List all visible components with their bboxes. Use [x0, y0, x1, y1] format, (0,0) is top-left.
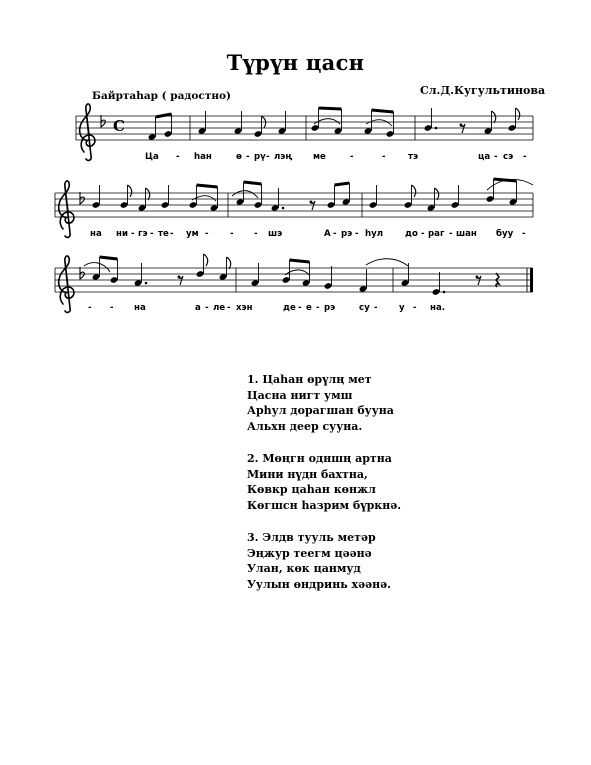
lyric-syllable: а	[195, 303, 201, 313]
lyric-hyphen: -	[374, 303, 378, 313]
lyric-syllable: ө	[236, 152, 242, 162]
verses-block	[247, 372, 401, 609]
lyric-hyphen: -	[298, 303, 302, 313]
lyric-syllable: ле	[213, 303, 226, 313]
lyric-hyphen: -	[494, 152, 498, 162]
lyrics-row-2	[90, 228, 526, 239]
treble-clef-icon	[59, 256, 74, 313]
verse-line: Альхн деер сууна.	[247, 419, 363, 433]
lyric-hyphen: -	[413, 303, 417, 313]
verse-1	[247, 372, 401, 434]
verse-2	[247, 451, 401, 513]
verse-line: Көвкр цаһан көнжл	[247, 483, 376, 496]
lyric-syllable: на.	[430, 303, 446, 313]
lyric-hyphen: -	[350, 152, 354, 162]
verse-line: 2. Мөңгн одншң артна	[247, 452, 392, 465]
lyrics-row-3	[88, 303, 445, 313]
lyric-hyphen: -	[170, 229, 174, 239]
verse-line: Цасна нигт умш	[247, 388, 353, 402]
song-title: Түрүн цасн	[226, 50, 365, 75]
lyric-syllable: һан	[194, 152, 212, 162]
verse-line: Көгшсн һазрим бүркнә.	[247, 498, 402, 512]
lyric-syllable: ни	[116, 229, 128, 239]
lyric-syllable: те	[158, 229, 169, 239]
lyric-syllable: шан	[456, 229, 477, 239]
lyric-syllable: е	[306, 303, 312, 313]
flat-icon	[80, 267, 84, 279]
lyrics-row-1	[145, 152, 527, 162]
lyric-syllable: на	[134, 303, 146, 313]
staff-2	[55, 179, 533, 239]
lyric-syllable: рэ	[324, 303, 336, 313]
lyric-syllable: А	[324, 229, 331, 239]
verse-line: Улан, көк цанмуд	[247, 562, 361, 575]
treble-clef-icon	[59, 181, 74, 238]
tempo-marking: Байртаһар ( радостно)	[92, 90, 231, 102]
lyric-hyphen: -	[382, 152, 386, 162]
staff-1	[76, 104, 533, 162]
lyric-hyphen: -	[355, 229, 359, 239]
lyric-syllable: на	[90, 229, 102, 239]
verse-line: 1. Цаһан өрүлң мет	[247, 373, 372, 386]
verse-line: Эңжур теегм цәәнә	[247, 546, 372, 560]
lyric-syllable: до	[405, 229, 418, 239]
lyric-syllable: ме	[313, 152, 326, 162]
lyric-hyphen: -	[522, 229, 526, 239]
lyric-syllable: шэ	[268, 229, 283, 239]
lyric-hyphen: -	[205, 229, 209, 239]
lyric-hyphen: -	[523, 152, 527, 162]
lyric-syllable: һул	[365, 229, 384, 239]
lyric-syllable: ца	[478, 152, 491, 162]
lyric-hyphen: -	[230, 229, 234, 239]
lyric-syllable: Ца	[145, 152, 159, 162]
lyric-hyphen: -	[131, 229, 135, 239]
lyric-syllable: тэ	[408, 152, 419, 162]
staff-3	[55, 254, 533, 313]
lyric-hyphen: -	[266, 152, 270, 162]
time-signature: C	[113, 117, 125, 135]
lyric-syllable: рэ	[341, 229, 353, 239]
lyric-hyphen: -	[227, 303, 231, 313]
lyric-hyphen: -	[176, 152, 180, 162]
flat-icon	[80, 192, 84, 204]
verse-line: 3. Элдв тууль метәр	[247, 531, 376, 544]
verse-line: Уулын өндринь хәәнә.	[247, 577, 391, 591]
lyricist-credit: Сл.Д.Кугультинова	[420, 84, 546, 97]
lyric-syllable: су	[359, 303, 370, 313]
lyric-syllable: гэ	[138, 229, 148, 239]
lyric-syllable: ум	[186, 229, 199, 239]
lyric-hyphen: -	[150, 229, 154, 239]
treble-clef-icon	[80, 104, 95, 161]
lyric-syllable: раг	[428, 229, 445, 239]
lyric-hyphen: -	[421, 229, 425, 239]
lyric-hyphen: -	[333, 229, 337, 239]
lyric-syllable: рү	[254, 152, 266, 162]
flat-icon	[101, 115, 105, 127]
lyric-hyphen: -	[254, 229, 258, 239]
lyric-syllable: хэн	[236, 303, 253, 313]
lyric-syllable: у	[399, 303, 405, 313]
lyric-hyphen: -	[316, 303, 320, 313]
lyric-hyphen: -	[88, 303, 92, 313]
lyric-hyphen: -	[110, 303, 114, 313]
lyric-syllable: де	[283, 303, 296, 313]
lyric-syllable: сэ	[503, 152, 514, 162]
sheet-music	[0, 0, 591, 370]
lyric-syllable: буу	[496, 229, 514, 239]
lyric-hyphen: -	[449, 229, 453, 239]
verse-line: Арһул дорагшан бууна	[247, 404, 394, 417]
lyric-syllable: лэң	[274, 152, 293, 162]
lyric-hyphen: -	[205, 303, 209, 313]
lyric-hyphen: -	[246, 152, 250, 162]
verse-3	[247, 530, 401, 592]
verse-line: Мини нүдн бахтна,	[247, 467, 368, 481]
